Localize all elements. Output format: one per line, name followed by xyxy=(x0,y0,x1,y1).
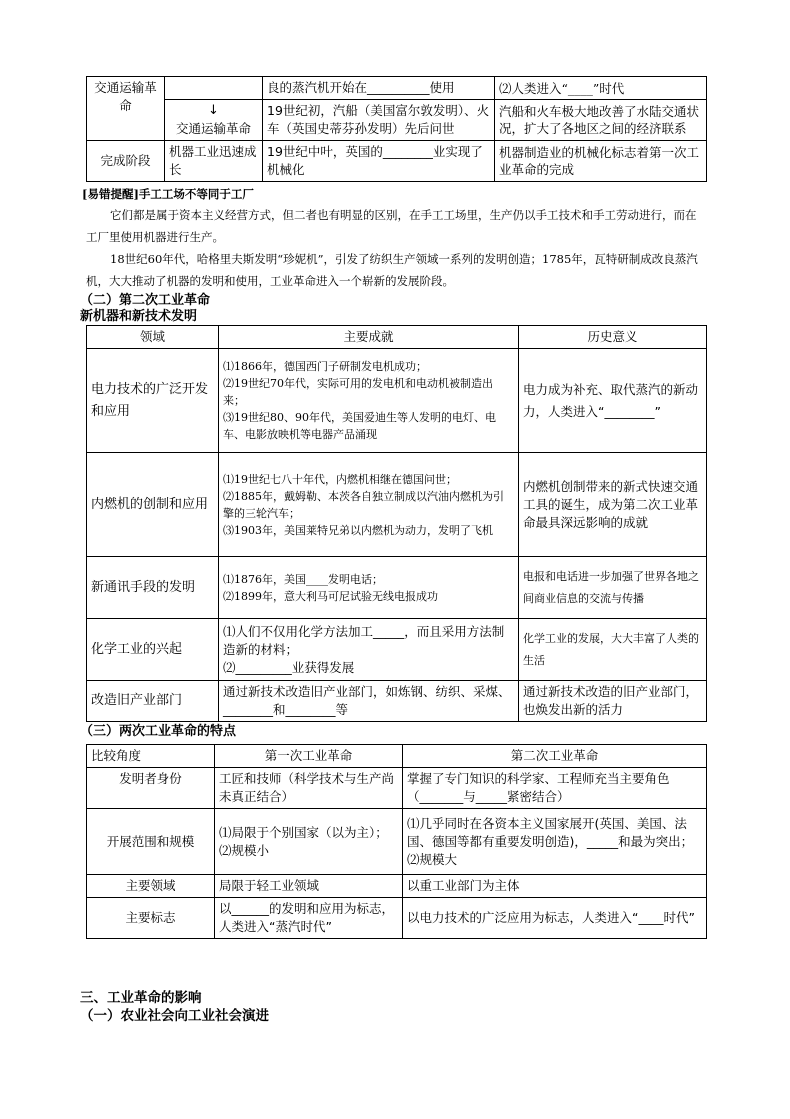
table-row xyxy=(87,681,707,722)
meaning-cell: ⑵人类进入“____”时代 xyxy=(495,77,707,100)
column-header: 比较角度 xyxy=(87,745,215,768)
list-item: ⑵1885年，戴姆勒、本茨各自独立制成以汽油内燃机为引擎的三轮汽车； xyxy=(223,489,504,520)
angle-cell: 发明者身份 xyxy=(87,768,215,809)
list-item: ⑴1876年，美国____发明电话； xyxy=(223,572,383,586)
column-header: 主要成就 xyxy=(219,326,519,349)
field-cell: 新通讯手段的发明 xyxy=(87,557,219,619)
list-item: ⑵1899年，意大利马可尼试验无线电报成功 xyxy=(223,589,438,603)
meaning-cell: 机器制造业的机械化标志着第一次工业革命的完成 xyxy=(495,141,707,182)
list-item: ⑶19世纪80、90年代，美国爱迪生等人发明的电灯、电车、电影放映机等电器产品涌现 xyxy=(223,411,496,441)
table-row xyxy=(87,557,707,619)
stage-cell: 完成阶段 xyxy=(87,141,165,182)
angle-cell: 开展范围和规模 xyxy=(87,809,215,875)
second-cell: 以重工业部门为主体 xyxy=(403,875,707,898)
subsection-heading: 新机器和新技术发明 xyxy=(80,309,198,324)
second-cell: 掌握了专门知识的科学家、工程师充当主要角色（_______与_____紧密结合） xyxy=(403,768,707,809)
note-paragraph: 18世纪60年代，哈格里夫斯发明“珍妮机”，引发了纺织生产领域一系列的发明创造；1785年，瓦特研制成改良蒸汽机，大大推动了机器的发明和使用，工业革命进入一个崭新的发展阶段。 xyxy=(86,252,698,288)
column-header: 第一次工业革命 xyxy=(215,745,403,768)
table-header-row xyxy=(87,326,707,349)
column-header: 历史意义 xyxy=(519,326,707,349)
second-revolution-table xyxy=(86,325,707,722)
column-header: 领域 xyxy=(87,326,219,349)
first-cell: 工匠和技师（科学技术与生产尚未真正结合） xyxy=(215,768,403,809)
list-item: ⑵19世纪70年代，实际可用的发电机和电动机被制造出来； xyxy=(223,377,493,407)
table-row xyxy=(87,619,707,681)
table-row xyxy=(87,349,707,453)
list-item: ⑵_________业获得发展 xyxy=(223,659,355,675)
list-item: ⑶1903年，美国莱特兄弟以内燃机为动力，发明了飞机 xyxy=(223,523,493,537)
angle-cell: 主要领域 xyxy=(87,875,215,898)
second-cell: 以电力技术的广泛应用为标志，人类进入“____时代” xyxy=(403,898,707,939)
table-row xyxy=(87,768,707,809)
stage-sub-cell: 机器工业迅速成长 xyxy=(165,141,263,182)
table-row xyxy=(87,77,707,100)
comparison-table xyxy=(86,744,707,939)
field-cell: 改造旧产业部门 xyxy=(87,681,219,722)
section-heading: （二）第二次工业革命 xyxy=(80,293,211,308)
achievement-cell: 良的蒸汽机开始在__________使用 xyxy=(263,77,495,100)
empty-cell xyxy=(165,77,263,100)
note-title: [易错提醒]手工工场不等同于工厂 xyxy=(82,187,254,201)
meaning-cell: 内燃机创制带来的新式快速交通工具的诞生，成为第二次工业革命最具深远影响的成就 xyxy=(519,453,707,557)
achievement-cell xyxy=(219,619,519,681)
table-row xyxy=(87,141,707,182)
table-row xyxy=(87,898,707,939)
section-heading: （三）两次工业革命的特点 xyxy=(80,724,237,739)
meaning-cell: 化学工业的发展，大大丰富了人类的生活 xyxy=(519,619,707,681)
list-item: ⑴1866年，德国西门子研制发电机成功； xyxy=(223,360,427,373)
achievement-cell: 通过新技术改造旧产业部门，如炼钢、纺织、采煤、________和________等 xyxy=(219,681,519,722)
part-heading: 三、工业革命的影响 xyxy=(80,990,202,1006)
stage-sub-cell xyxy=(165,100,263,141)
first-revolution-table-continued xyxy=(86,76,707,182)
table-header-row xyxy=(87,745,707,768)
column-header: 第二次工业革命 xyxy=(403,745,707,768)
list-item: ⑴人们不仅用化学方法加工_____，而且采用方法制造新的材料； xyxy=(223,623,505,657)
first-cell: ⑴局限于个别国家（以为主）；⑵规模小 xyxy=(215,809,403,875)
meaning-cell: 汽船和火车极大地改善了水陆交通状况，扩大了各地区之间的经济联系 xyxy=(495,100,707,141)
stage-cell: 交通运输革命 xyxy=(87,77,165,141)
meaning-cell: 通过新技术改造的旧产业部门，也焕发出新的活力 xyxy=(519,681,707,722)
document-page xyxy=(80,76,706,939)
field-cell: 化学工业的兴起 xyxy=(87,619,219,681)
stage-sub-label: 交通运输革命 xyxy=(175,121,251,136)
note-paragraph: 它们都是属于资本主义经营方式，但二者也有明显的区别，在手工工场里，生产仍以手工技术和手工劳动进行，而在工厂里使用机器进行生产。 xyxy=(86,208,697,244)
achievement-cell: 19世纪中叶，英国的________业实现了机械化 xyxy=(263,141,495,182)
achievement-cell xyxy=(219,349,519,453)
angle-cell: 主要标志 xyxy=(87,898,215,939)
table-row xyxy=(87,809,707,875)
list-item: ⑴19世纪七八十年代，内燃机相继在德国问世； xyxy=(223,472,457,486)
table-row xyxy=(87,453,707,557)
meaning-cell: 电报和电话进一步加强了世界各地之间商业信息的交流与传播 xyxy=(519,557,707,619)
achievement-cell xyxy=(219,453,519,557)
table-row xyxy=(87,875,707,898)
field-cell: 内燃机的创制和应用 xyxy=(87,453,219,557)
table-row xyxy=(87,100,707,141)
down-arrow-icon: ↓ xyxy=(208,103,219,118)
second-cell: ⑴几乎同时在各资本主义国家展开(英国、美国、法国、德国等都有重要发明创造)，_____和最为突出；⑵规模大 xyxy=(403,809,707,875)
achievement-cell xyxy=(219,557,519,619)
first-cell: 以______的发明和应用为标志，人类进入“蒸汽时代” xyxy=(215,898,403,939)
field-cell: 电力技术的广泛开发和应用 xyxy=(87,349,219,453)
part-subheading: （一）农业社会向工业社会演进 xyxy=(80,1008,269,1024)
first-cell: 局限于轻工业领域 xyxy=(215,875,403,898)
meaning-cell: 电力成为补充、取代蒸汽的新动力，人类进入“________” xyxy=(519,349,707,453)
achievement-cell: 19世纪初，汽船（美国富尔敦发明）、火车（英国史蒂芬孙发明）先后问世 xyxy=(263,100,495,141)
